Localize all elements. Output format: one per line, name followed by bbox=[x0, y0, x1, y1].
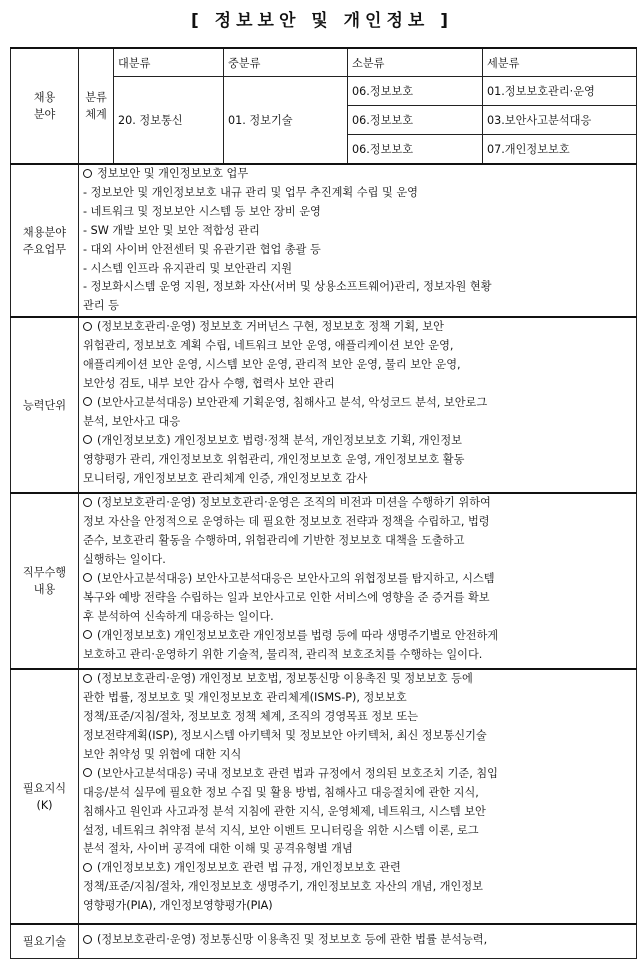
competency-unit-label bbox=[11, 317, 79, 493]
paragraph-text: (개인정보보호) 개인정보보호 관련 법 규정, 개인정보보호 관련 정책/표준/지침/절차, 개인정보보호 생명주기, 개인정보보호 자산의 개념, 개인정보 영향평가(PIA), 개인정보영향평가(PIA) bbox=[83, 861, 483, 913]
job-performance-label bbox=[11, 493, 79, 669]
paragraph-text: - 대외 사이버 안전센터 및 유관기관 협업 총괄 등 bbox=[83, 242, 321, 256]
bullet-paragraph bbox=[83, 432, 632, 489]
circle-bullet-icon bbox=[83, 435, 92, 444]
circle-bullet-icon bbox=[83, 169, 92, 178]
paragraph-text: 정보보안 및 개인정보보호 업무 bbox=[97, 167, 249, 180]
detail-category: 01.정보보호관리·운영 bbox=[483, 77, 637, 106]
required-skills-label bbox=[11, 924, 79, 958]
main-duties-label bbox=[11, 164, 79, 317]
paragraph-text: (정보보호관리·운영) 정보보호 거버넌스 구현, 정보보호 정책 기획, 보안 위험관리, 정보보호 계획 수립, 네트워크 보안 운영, 애플리케이션 보안 운영, 애플리케이션 보안 운영, 시스템 보안 운영, 관리적 보안 운영, 물리 보안 운영, 보안성 검토, 내부 보안 감사 수행, 협력사 보안 관리 bbox=[83, 320, 461, 390]
paragraph-text: (개인정보보호) 개인정보보호 법령·정책 분석, 개인정보보호 기획, 개인정보 영향평가 관리, 개인정보보호 위험관리, 개인정보보호 운영, 개인정보보호 활동 모니터링, 개인정보보호 관리체계 인증, 개인정보보호 감사 bbox=[83, 433, 465, 485]
job-description-table bbox=[10, 47, 637, 959]
circle-bullet-icon bbox=[83, 573, 92, 582]
header-middle: 중분류 bbox=[224, 48, 348, 77]
bullet-paragraph bbox=[83, 394, 632, 432]
sub-item bbox=[83, 241, 632, 260]
page-title: [ 정보보안 및 개인정보 ] bbox=[190, 11, 453, 31]
minor-category: 06.정보보호 bbox=[348, 77, 483, 106]
job-performance-content bbox=[79, 493, 637, 669]
section-label-text: 직무수행 내용 bbox=[22, 566, 67, 597]
competency-unit-content bbox=[79, 317, 637, 493]
bullet-paragraph bbox=[83, 859, 632, 916]
section-label-text: 필요지식 (K) bbox=[22, 781, 67, 812]
header-minor: 소분류 bbox=[348, 48, 483, 77]
sub-item bbox=[83, 222, 632, 241]
paragraph-text: - 네트워크 및 정보보안 시스템 등 보안 장비 운영 bbox=[83, 204, 321, 218]
minor-category: 06.정보보호 bbox=[348, 106, 483, 135]
minor-category: 06.정보보호 bbox=[348, 135, 483, 165]
section-label-text: 채용분야 주요업무 bbox=[22, 225, 67, 256]
bullet-paragraph bbox=[83, 318, 632, 394]
sub-item bbox=[83, 203, 632, 222]
recruit-field-label: 채용 분야 bbox=[11, 48, 79, 164]
paragraph-text: (정보보호관리·운영) 정보통신망 이용촉진 및 정보보호 등에 관한 법률 분석능력, bbox=[97, 933, 488, 947]
bullet-paragraph bbox=[83, 494, 632, 570]
detail-category: 03.보안사고분석대응 bbox=[483, 106, 637, 135]
circle-bullet-icon bbox=[83, 322, 92, 331]
paragraph-text: - 시스템 인프라 유지관리 및 보안관리 지원 bbox=[83, 261, 293, 275]
circle-bullet-icon bbox=[83, 397, 92, 406]
bullet-paragraph bbox=[83, 165, 632, 184]
major-category: 20. 정보통신 bbox=[114, 77, 224, 165]
circle-bullet-icon bbox=[83, 863, 92, 872]
paragraph-text: (정보보호관리·운영) 개인정보 보호법, 정보통신망 이용촉진 및 정보보호 등에 관한 법률, 정보보호 및 개인정보보호 관리체계(ISMS-P), 정보보호 정책/표준/지침/절차, 정보보호 정책 체계, 조직의 경영목표 정보 또는 정보전략계획(ISP), 정보시스템 아키텍처 및 정보보안 아키텍처, 최신 정보통신기술 보안 취약성 및 위협에 대한 지식 bbox=[83, 672, 487, 761]
sub-item bbox=[83, 260, 632, 279]
paragraph-text: - 정보보안 및 개인정보보호 내규 관리 및 업무 추진계획 수립 및 운영 bbox=[83, 185, 418, 199]
sub-item bbox=[83, 278, 632, 316]
required-knowledge-label bbox=[11, 669, 79, 924]
circle-bullet-icon bbox=[83, 630, 92, 639]
required-skills-content bbox=[79, 924, 637, 958]
middle-category: 01. 정보기술 bbox=[224, 77, 348, 165]
bullet-paragraph bbox=[83, 765, 632, 860]
bullet-paragraph bbox=[83, 931, 632, 950]
paragraph-text: - SW 개발 보안 및 보안 적합성 관리 bbox=[83, 223, 260, 237]
required-knowledge-content bbox=[79, 669, 637, 924]
bullet-paragraph bbox=[83, 570, 632, 627]
paragraph-text: (정보보호관리·운영) 정보보호관리·운영은 조직의 비전과 미션을 수행하기 위하여 정보 자산을 안정적으로 운영하는 데 필요한 정보보호 전략과 정책을 수립하고, 법령 준수, 보호관리 활동을 수행하며, 위험관리에 기반한 정보보호 대책을 도출하고 실행하는 일이다. bbox=[83, 496, 491, 566]
detail-category: 07.개인정보보호 bbox=[483, 135, 637, 165]
paragraph-text: - 정보화시스템 운영 지원, 정보화 자산(서버 및 상용소프트웨어)관리, 정보자원 현황 관리 등 bbox=[83, 280, 492, 313]
section-label-text: 능력단위 bbox=[22, 398, 67, 412]
paragraph-text: (개인정보보호) 개인정보보호란 개인정보를 법령 등에 따라 생명주기별로 안전하게 보호하고 관리·운영하기 위한 기술적, 물리적, 관리적 보호조치를 수행하는 일이다. bbox=[83, 628, 499, 661]
section-label-text: 필요기술 bbox=[22, 935, 67, 948]
bullet-paragraph bbox=[83, 627, 632, 665]
bullet-paragraph bbox=[83, 670, 632, 765]
main-duties-content bbox=[79, 164, 637, 317]
paragraph-text: (보안사고분석대응) 국내 정보보호 관련 법과 규정에서 정의된 보호조치 기준, 침입 대응/분석 실무에 필요한 정보 수집 및 활용 방법, 침해사고 대응절치에 관한 지식, 침해사고 원인과 사고과정 분석 지침에 관한 지식, 운영체제, 네트워크, 시스템 보안 설정, 네트워크 취약점 분석 지식, 보안 이벤트 모니터링을 위한 시스템 이론, 로그 분석 절차, 사이버 공격에 대한 이해 및 공격유형별 개념 bbox=[83, 766, 498, 856]
header-major: 대분류 bbox=[114, 48, 224, 77]
circle-bullet-icon bbox=[83, 674, 92, 683]
circle-bullet-icon bbox=[83, 768, 92, 777]
paragraph-text: (보안사고분석대응) 보안관제 기획운영, 침해사고 분석, 악성코드 분석, 보안로그 분석, 보안사고 대응 bbox=[83, 395, 488, 428]
paragraph-text: (보안사고분석대응) 보안사고분석대응은 보안사고의 위협정보를 탐지하고, 시스템 복구와 예방 전략을 수립하는 일과 보안사고로 인한 서비스에 영향을 준 증거를 확보 후 분석하여 신속하게 대응하는 일이다. bbox=[83, 571, 495, 623]
circle-bullet-icon bbox=[83, 498, 92, 507]
sub-item bbox=[83, 184, 632, 203]
circle-bullet-icon bbox=[83, 935, 92, 944]
classification-system-label: 분류 체계 bbox=[79, 48, 114, 164]
header-detail: 세분류 bbox=[483, 48, 637, 77]
